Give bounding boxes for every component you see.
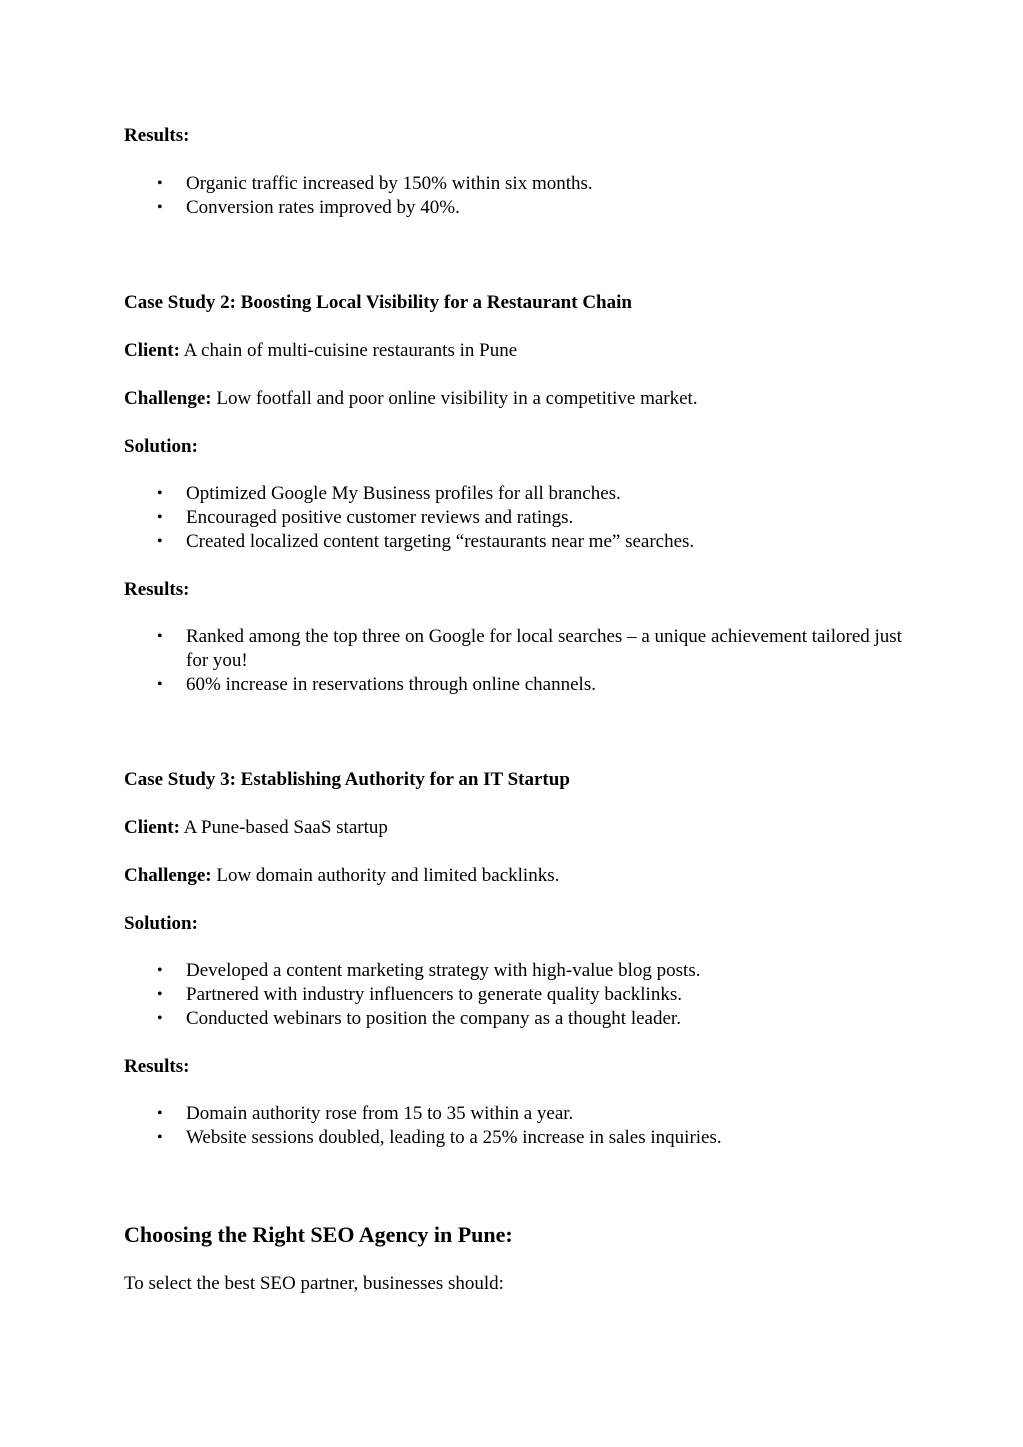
list-item: • Encouraged positive customer reviews and ratings. xyxy=(157,507,574,528)
results-list xyxy=(124,625,904,697)
case-study-3-challenge: Challenge: Low domain authority and limited backlinks. xyxy=(124,865,560,886)
list-item: • 60% increase in reservations through online channels. xyxy=(157,674,596,695)
list-item: • Conversion rates improved by 40%. xyxy=(157,197,460,218)
solution-heading: Solution: xyxy=(124,913,198,934)
bullet-icon: • xyxy=(157,962,163,979)
list-item: • Organic traffic increased by 150% within six months. xyxy=(157,173,593,194)
list-item: • Partnered with industry influencers to generate quality backlinks. xyxy=(157,984,682,1005)
bullet-icon: • xyxy=(157,199,163,216)
list-item: • Domain authority rose from 15 to 35 within a year. xyxy=(157,1103,574,1124)
results-heading: Results: xyxy=(124,125,190,146)
list-item: • Developed a content marketing strategy with high-value blog posts. xyxy=(157,960,701,981)
bullet-icon: • xyxy=(157,628,163,645)
solution-list xyxy=(124,959,904,1031)
case-study-2-challenge: Challenge: Low footfall and poor online visibility in a competitive market. xyxy=(124,388,698,409)
solution-heading: Solution: xyxy=(124,436,198,457)
case-study-2-title: Case Study 2: Boosting Local Visibility for a Restaurant Chain xyxy=(124,292,632,313)
list-item: • Ranked among the top three on Google for local searches – a unique achievement tailored just for you! xyxy=(157,626,902,671)
bullet-icon: • xyxy=(157,1105,163,1122)
bullet-icon: • xyxy=(157,533,163,550)
case-study-3-title: Case Study 3: Establishing Authority for an IT Startup xyxy=(124,769,570,790)
list-item: • Website sessions doubled, leading to a 25% increase in sales inquiries. xyxy=(157,1127,722,1148)
list-item: • Optimized Google My Business profiles for all branches. xyxy=(157,483,621,504)
results-list xyxy=(124,1102,904,1150)
bullet-icon: • xyxy=(157,509,163,526)
bullet-icon: • xyxy=(157,175,163,192)
results-heading: Results: xyxy=(124,579,190,600)
results-list xyxy=(124,172,904,220)
intro-paragraph: To select the best SEO partner, businesses should: xyxy=(124,1273,504,1294)
case-study-3-client: Client: A Pune-based SaaS startup xyxy=(124,817,388,838)
solution-list xyxy=(124,482,904,554)
bullet-icon: • xyxy=(157,1010,163,1027)
bullet-icon: • xyxy=(157,1129,163,1146)
list-item: • Created localized content targeting “restaurants near me” searches. xyxy=(157,531,695,552)
bullet-icon: • xyxy=(157,986,163,1003)
list-item: • Conducted webinars to position the company as a thought leader. xyxy=(157,1008,681,1029)
case-study-2-client: Client: A chain of multi-cuisine restaurants in Pune xyxy=(124,340,518,361)
bullet-icon: • xyxy=(157,485,163,502)
results-heading: Results: xyxy=(124,1056,190,1077)
bullet-icon: • xyxy=(157,676,163,693)
section-heading: Choosing the Right SEO Agency in Pune: xyxy=(124,1222,513,1247)
